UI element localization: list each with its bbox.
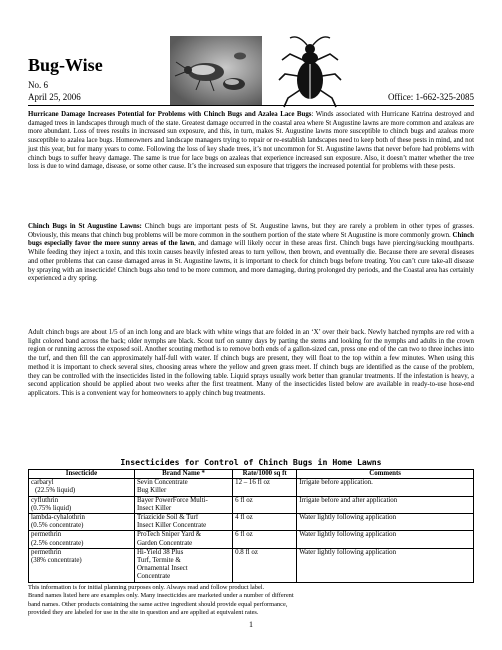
brand-line: Turf, Termite & bbox=[136, 557, 181, 565]
page-number: 1 bbox=[249, 620, 253, 629]
header-brand-name: Brand Name * bbox=[134, 470, 232, 479]
newsletter-title: Bug-Wise bbox=[28, 55, 103, 75]
cell-insecticide bbox=[29, 548, 135, 582]
cell-brand bbox=[134, 479, 232, 496]
insecticide-name: permethrin bbox=[31, 531, 62, 539]
header-insecticide: Insecticide bbox=[29, 470, 135, 479]
cell-insecticide bbox=[29, 514, 135, 531]
cell-brand bbox=[134, 514, 232, 531]
cell-rate: 6 fl oz bbox=[233, 531, 297, 548]
table-row bbox=[29, 531, 474, 548]
table-row bbox=[29, 514, 474, 531]
brand-line: Bug Killer bbox=[136, 487, 167, 495]
brand-line: Bayer PowerForce Multi- bbox=[136, 496, 208, 504]
cell-comments: Water lightly following application bbox=[297, 531, 474, 548]
insecticide-formulation: (0.75% liquid) bbox=[31, 504, 72, 512]
article-chinch-heading: Chinch Bugs in St Augustine Lawns: bbox=[28, 223, 142, 230]
cell-comments: Irrigate before application. bbox=[297, 479, 474, 496]
header-rate: Rate/1000 sq ft bbox=[233, 470, 297, 479]
brand-line: Concentrate bbox=[136, 573, 171, 581]
article-hurricane-body: : Winds associated with Hurricane Katrina destroyed and damaged trees in landscapes through much of the state. Greatest damage occurred in the coastal area where St Augustine lawns are more common and azaleas are more abundant. Loss of trees results in increased sun exposure, and this, in turn, makes St. Augustine lawns more susceptible to chinch bugs and azaleas more susceptible to azalea lace bugs. Homeowners and landscape managers trying to repair or re-establish landscapes need to keep both of these pests in mind, and not just this year, but for many years to come. Following the loss of key shade trees, it’s not uncommon for St. Augustine lawns that never before had problems with chinch bugs to suffer heavy damage. The same is true for lace bugs on azaleas that experience increased sun exposure. Also, it doesn’t matter whether the tree loss is due to wind damage, disease, or some other cause. It’s the increased sun exposure that triggers the increased potential for problems with these pests. bbox=[28, 111, 474, 171]
cell-comments: Irrigate before and after application bbox=[297, 496, 474, 513]
cell-rate: 4 fl oz bbox=[233, 514, 297, 531]
footnote-line: band names. Other products containing the same active ingredient should provide equal performance, bbox=[28, 600, 288, 608]
insecticide-name: cyfluthrin bbox=[31, 496, 59, 504]
brand-line: Insect Killer Concentrate bbox=[136, 522, 207, 530]
brand-line: Sevin Concentrate bbox=[136, 479, 188, 487]
table-row bbox=[29, 548, 474, 582]
cell-insecticide bbox=[29, 479, 135, 496]
cell-brand bbox=[134, 531, 232, 548]
article-chinch-bugs bbox=[28, 223, 474, 284]
article-chinch-emphasis: Chinch bugs especially favor the more sunny areas of the lawn bbox=[28, 231, 474, 248]
insecticide-formulation: (2.5% concentrate) bbox=[31, 539, 84, 547]
insecticide-formulation: (38% concentrate) bbox=[31, 557, 82, 565]
insecticide-formulation: (0.5% concentrate) bbox=[31, 522, 84, 530]
article-chinch-body-1: Chinch bugs are important pests of St. Augustine lawns, but they are rarely a problem in other types of grasses. Obviously, this means that chinch bug problems will be more common in the southern portion of the state where St Augustine is more commonly grown. bbox=[28, 223, 474, 239]
cell-comments: Water lightly following application bbox=[297, 514, 474, 531]
article-adult-chinch-bugs: Adult chinch bugs are about 1/5 of an inch long and are black with white wings that are folded in an ‘X’ over their back. Newly hatched nymphs are red with a light colored band across the back; older nymphs are black. Scout turf on sunny days by parting the stems and looking for the nymphs and adults in the crown region or running across the exposed soil. Another scouting method is to remove both ends of a gallon-sized can, press one end of the can two to three inches into the turf, and then fill the can approximately half-full with water. If chinch bugs are present, they will float to the top within a few minutes. When using this method it is important to check several sites, choosing areas where the yellow and green grass meet. If chinch bugs are identified as the cause of the problem, they can be controlled with the insecticides listed in the following table. Liquid sprays usually work better than granular treatments. If the infestation is heavy, a second application should be applied about two weeks after the first treatment. Many of the insecticides listed below are available in ready-to-use hose-end applicators. This is a convenient way for homeowners to apply chinch bug treatments. bbox=[28, 329, 474, 397]
article-chinch-body-2: , and damage will likely occur in these areas first. Chinch bugs have piercing/sucking mouthparts. While feeding they inject a toxin, and this toxin causes heavily infested areas to turn yellow, then brown, and eventually die. Because there are several diseases and other problems that can cause damaged areas in St. Augustine lawns, it is important to check for chinch bugs before treating. You can’t cure take-all disease by spraying with an insecticide! Chinch bugs also tend to be more common, and more damaging, during prolonged dry periods, and the Coastal area has certainly experienced a dry spring. bbox=[28, 240, 474, 283]
footnote-line: This information is for initial planning purposes only. Always read and follow product label. bbox=[28, 584, 265, 591]
insecticide-table bbox=[28, 469, 474, 583]
article-hurricane-damage bbox=[28, 111, 474, 172]
office-phone: Office: 1-662-325-2085 bbox=[387, 92, 474, 102]
cell-insecticide bbox=[29, 531, 135, 548]
brand-line: ProTech Sniper Yard & bbox=[136, 531, 202, 539]
header-comments: Comments bbox=[297, 470, 474, 479]
brand-line: Insect Killer bbox=[136, 504, 172, 512]
cell-comments: Water lightly following application bbox=[297, 548, 474, 582]
beetle-logo-icon bbox=[276, 30, 344, 110]
insecticide-name: permethrin bbox=[31, 548, 62, 556]
cell-rate: 0.8 fl oz bbox=[233, 548, 297, 582]
table-row bbox=[29, 496, 474, 513]
cell-brand bbox=[134, 548, 232, 582]
table-footnotes bbox=[28, 584, 474, 617]
cell-rate: 6 fl oz bbox=[233, 496, 297, 513]
chinch-bug-photo bbox=[170, 36, 262, 106]
table-header-row bbox=[29, 470, 474, 479]
table-row bbox=[29, 479, 474, 496]
footnote-line: provided they are labeled for use in the site in question and are applied at equivalent rates. bbox=[28, 608, 259, 616]
cell-insecticide bbox=[29, 496, 135, 513]
brand-line: Triazicide Soil & Turf bbox=[136, 514, 199, 522]
brand-line: Hi-Yield 38 Plus bbox=[136, 548, 184, 556]
insecticide-name: carbaryl bbox=[31, 479, 54, 487]
cell-rate: 12 – 16 fl oz bbox=[233, 479, 297, 496]
header-rule bbox=[28, 105, 474, 106]
insecticide-name: lambda-cyhalothrin bbox=[31, 514, 85, 522]
issue-number: No. 6 bbox=[28, 80, 48, 90]
table-title: Insecticides for Control of Chinch Bugs in Home Lawns bbox=[120, 457, 382, 467]
issue-date: April 25, 2006 bbox=[28, 92, 81, 102]
brand-line: Ornamental Insect bbox=[136, 565, 188, 573]
article-hurricane-heading: Hurricane Damage Increases Potential for Problems with Chinch Bugs and Azalea Lace Bugs bbox=[28, 111, 312, 118]
brand-line: Garden Concentrate bbox=[136, 539, 193, 547]
insecticide-formulation: (22.5% liquid) bbox=[35, 487, 76, 495]
footnote-line: Brand names listed here are examples only. Many insecticides are marketed under a number of different bbox=[28, 592, 294, 600]
cell-brand bbox=[134, 496, 232, 513]
